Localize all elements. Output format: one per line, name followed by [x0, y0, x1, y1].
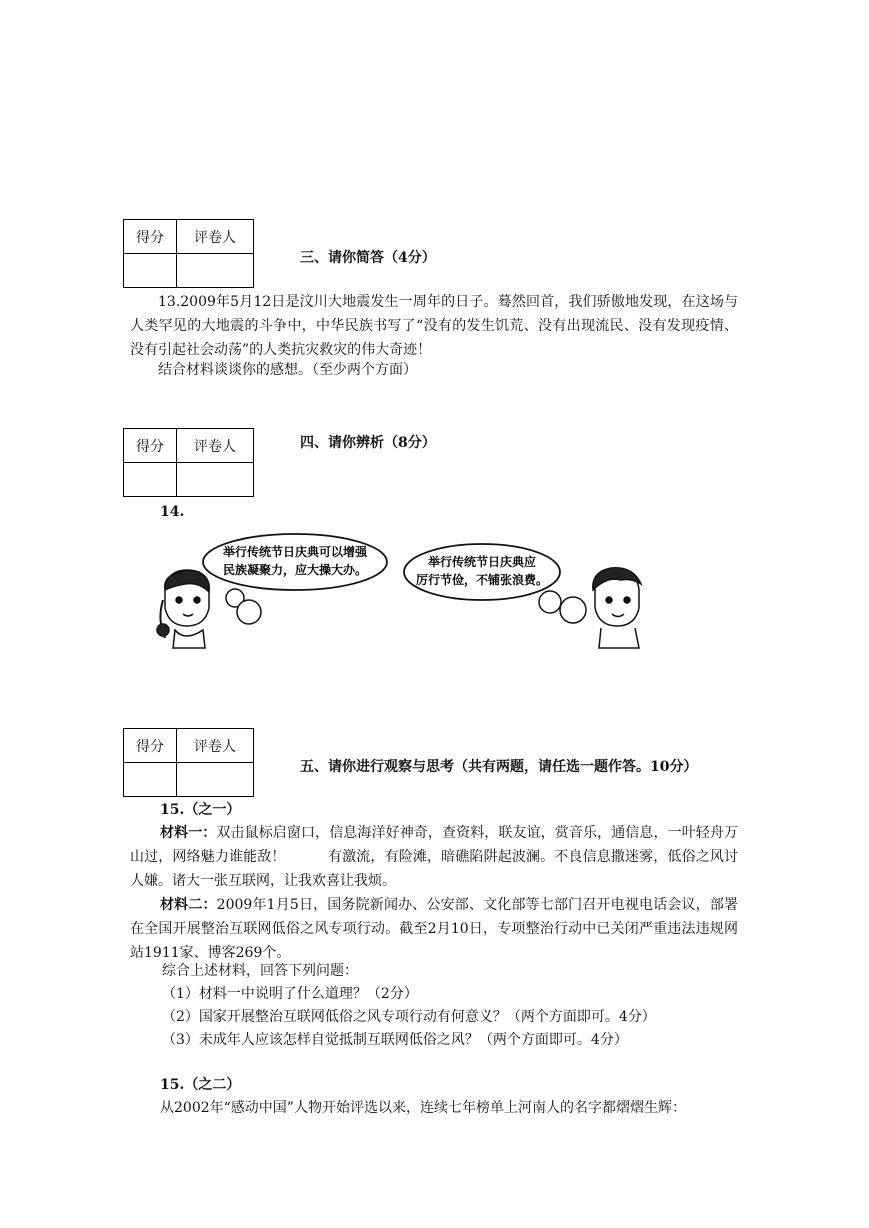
cartoon-illustration	[155, 530, 645, 650]
score-header: 得分	[124, 220, 177, 254]
left-bubble-line1: 举行传统节日庆典可以增强	[222, 545, 368, 559]
score-table-section5	[123, 728, 254, 797]
girl-figure	[157, 570, 209, 648]
q14-label: 14.	[160, 504, 185, 520]
score-table-section3	[123, 219, 254, 288]
grader-header: 评卷人	[177, 729, 254, 763]
material2-text: 2009年1月5日，国务院新闻办、公安部、文化部等七部门召开电视电话会议，部署在全国开展整治互联网低俗之风专项行动。截至2月10日，专项整治行动中已关闭严重违法违规网站1911家、博客269个。	[130, 897, 738, 961]
score-cell[interactable]	[124, 254, 177, 288]
grader-header: 评卷人	[177, 220, 254, 254]
q15a-intro: 综合上述材料，回答下列问题：	[162, 963, 358, 979]
left-thought-bubble	[203, 534, 387, 624]
right-bubble-line2: 厉行节俭，不铺张浪费。	[415, 573, 549, 587]
boy-figure	[593, 568, 641, 648]
score-cell[interactable]	[124, 763, 177, 797]
material2	[130, 893, 738, 965]
grader-cell[interactable]	[177, 763, 254, 797]
material2-label: 材料二：	[160, 897, 217, 913]
section3-title: 三、请你简答（4分）	[300, 250, 436, 266]
grader-cell[interactable]	[177, 463, 254, 497]
q15a-question-2: （2）国家开展整治互联网低俗之风专项行动有何意义？（两个方面即可。4分）	[162, 1009, 656, 1025]
grader-cell[interactable]	[177, 254, 254, 288]
score-header: 得分	[124, 429, 177, 463]
q15a-question-1: （1）材料一中说明了什么道理？（2分）	[162, 986, 418, 1002]
grader-header: 评卷人	[177, 429, 254, 463]
q15b-text: 从2002年“感动中国”人物开始评选以来，连续七年榜单上河南人的名字都熠熠生辉：	[160, 1100, 686, 1116]
right-bubble-line1: 举行传统节日庆典应	[427, 555, 537, 569]
q13-text: 13.2009年5月12日是汶川大地震发生一周年的日子。蓦然回首，我们骄傲地发现，在这场与人类罕见的大地震的斗争中，中华民族书写了“没有的发生饥荒、没有出现流民、没有发现疫情、没有引起社会动荡”的人类抗灾救灾的伟大奇迹！	[130, 294, 738, 358]
material1-label: 材料一：	[160, 825, 217, 841]
left-bubble-line2: 民族凝聚力，应大操大办。	[222, 563, 368, 577]
q15b-label: 15.（之二）	[160, 1077, 241, 1093]
score-cell[interactable]	[124, 463, 177, 497]
material1	[130, 821, 738, 893]
q15a-label: 15.（之一）	[160, 802, 241, 818]
right-thought-bubble	[404, 544, 586, 623]
section4-title: 四、请你辨析（8分）	[300, 435, 436, 451]
material1-text: 双击鼠标启窗口，信息海洋好神奇，查资料，联友谊，赏音乐，通信息，一叶轻舟万山过，网络魅力谁能敌！ 有激流，有险滩，暗礁陷阱起波澜。不良信息撒迷雾，低俗之风讨人嫌。诸大一张互联网，让我欢喜让我烦。	[130, 825, 739, 889]
q13-prompt: 结合材料谈谈你的感想。（至少两个方面）	[158, 362, 417, 378]
score-table-section4	[123, 428, 254, 497]
score-header: 得分	[124, 729, 177, 763]
section5-title: 五、请你进行观察与思考（共有两题，请任选一题作答。10分）	[300, 759, 698, 775]
q15a-question-3: （3）未成年人应该怎样自觉抵制互联网低俗之风？（两个方面即可。4分）	[162, 1032, 628, 1048]
